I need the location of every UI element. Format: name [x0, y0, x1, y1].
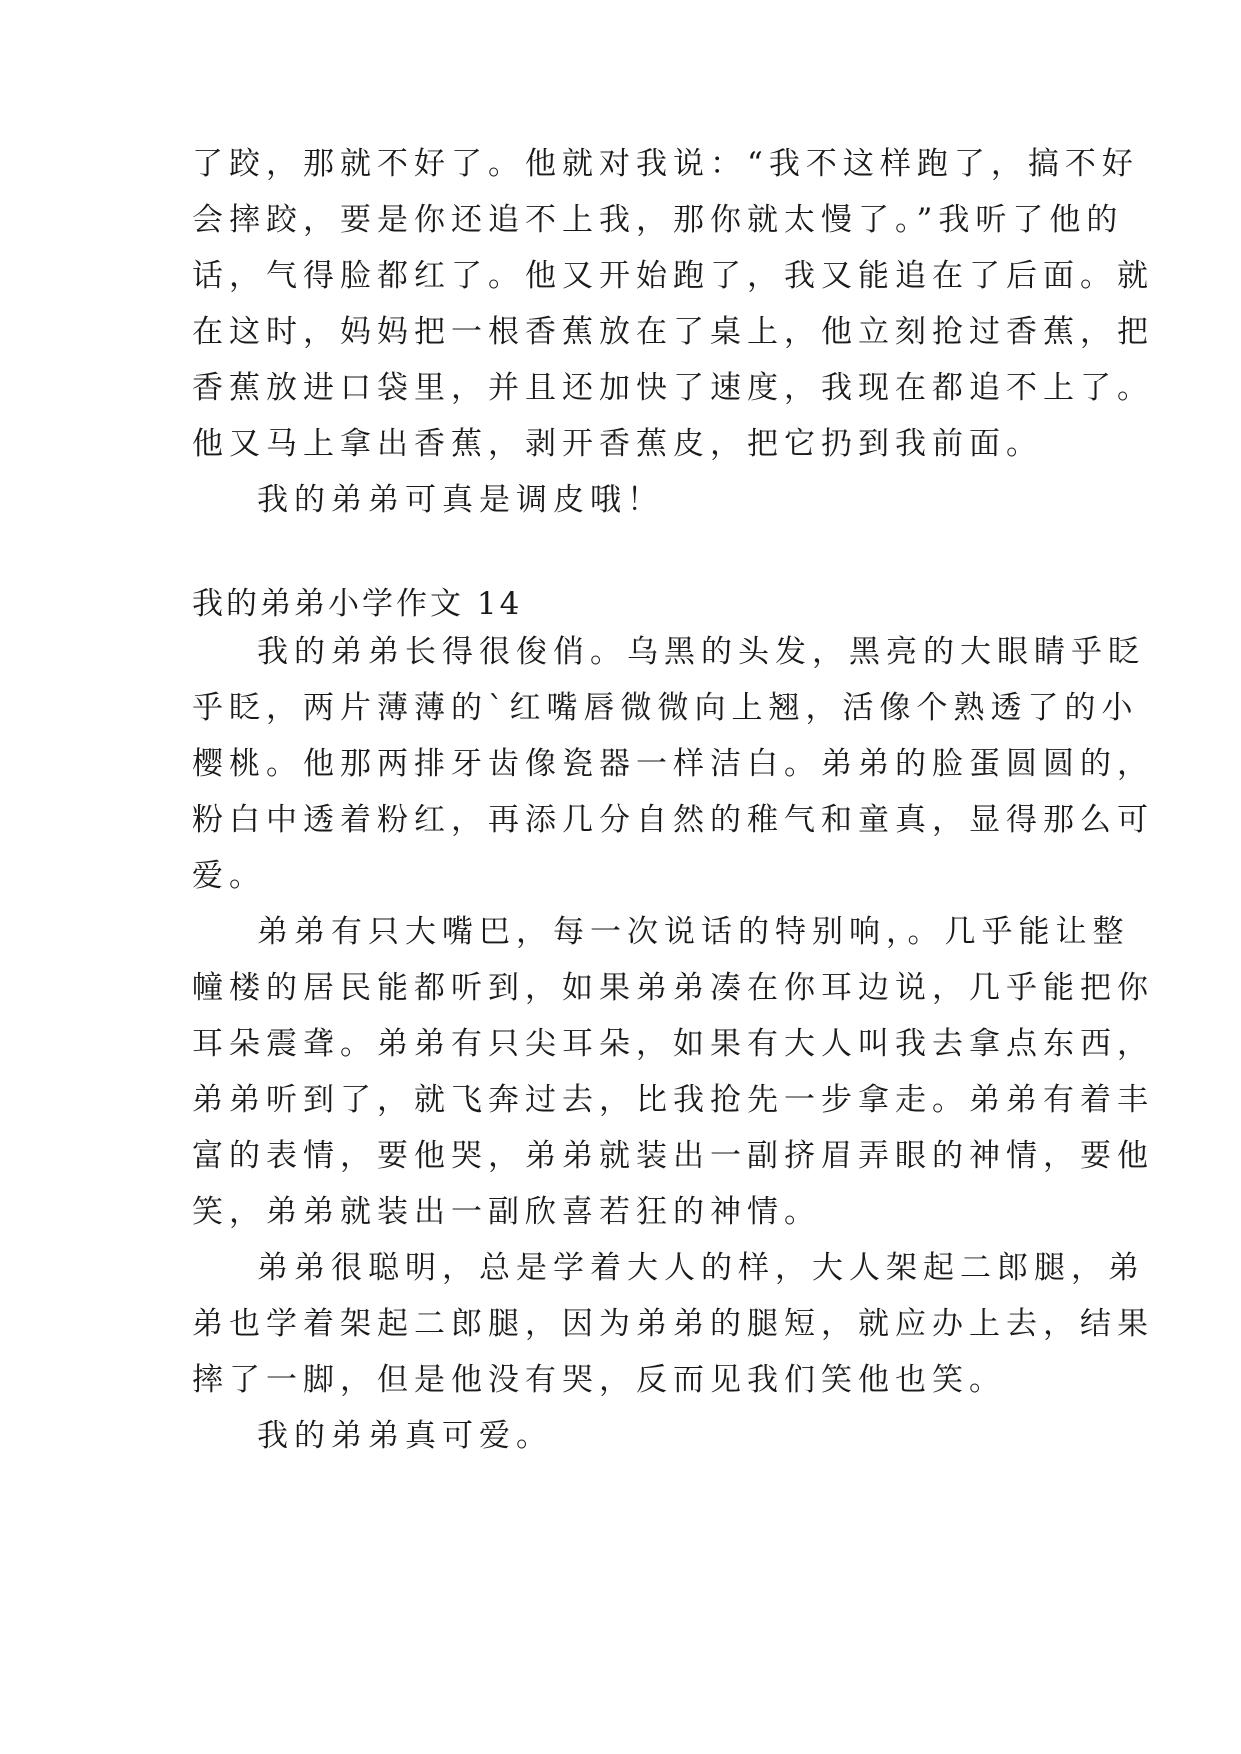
text-line: 弟弟听到了，就飞奔过去，比我抢先一步拿走。弟弟有着丰: [192, 1082, 1154, 1118]
text-line: 弟弟有只大嘴巴，每一次说话的特别响，。几乎能让整: [257, 914, 1130, 950]
text-line: 笑，弟弟就装出一副欣喜若狂的神情。: [192, 1194, 821, 1230]
essay-title: 我的弟弟小学作文 14: [192, 586, 523, 622]
text-line: 他又马上拿出香蕉，剥开香蕉皮，把它扔到我前面。: [192, 426, 1043, 462]
text-line: 弟弟很聪明，总是学着大人的样，大人架起二郎腿，弟: [257, 1250, 1145, 1286]
text-line: 樱桃。他那两排牙齿像瓷器一样洁白。弟弟的脸蛋圆圆的，: [192, 746, 1154, 782]
text-line: 了跤，那就不好了。他就对我说：“我不这样跑了，搞不好: [192, 146, 1139, 182]
text-line: 我的弟弟可真是调皮哦！: [257, 482, 664, 518]
text-line: 乎眨，两片薄薄的`红嘴唇微微向上翘，活像个熟透了的小: [192, 690, 1139, 726]
text-line: 话，气得脸都红了。他又开始跑了，我又能追在了后面。就: [192, 258, 1154, 294]
text-line: 会摔跤，要是你还追不上我，那你就太慢了。”我听了他的: [192, 202, 1124, 238]
text-line: 富的表情，要他哭，弟弟就装出一副挤眉弄眼的神情，要他: [192, 1138, 1154, 1174]
text-line: 粉白中透着粉红，再添几分自然的稚气和童真，显得那么可: [192, 802, 1154, 838]
text-line: 爱。: [192, 858, 266, 894]
text-line: 我的弟弟长得很俊俏。乌黑的头发，黑亮的大眼睛乎眨: [257, 634, 1145, 670]
text-line: 弟也学着架起二郎腿，因为弟弟的腿短，就应办上去，结果: [192, 1306, 1154, 1342]
text-line: 我的弟弟真可爱。: [257, 1418, 553, 1454]
text-line: 香蕉放进口袋里，并且还加快了速度，我现在都追不上了。: [192, 370, 1154, 406]
text-line: 耳朵震聋。弟弟有只尖耳朵，如果有大人叫我去拿点东西，: [192, 1026, 1154, 1062]
text-line: 在这时，妈妈把一根香蕉放在了桌上，他立刻抢过香蕉，把: [192, 314, 1154, 350]
text-line: 摔了一脚，但是他没有哭，反而见我们笑他也笑。: [192, 1362, 1006, 1398]
text-line: 幢楼的居民能都听到，如果弟弟凑在你耳边说，几乎能把你: [192, 970, 1154, 1006]
